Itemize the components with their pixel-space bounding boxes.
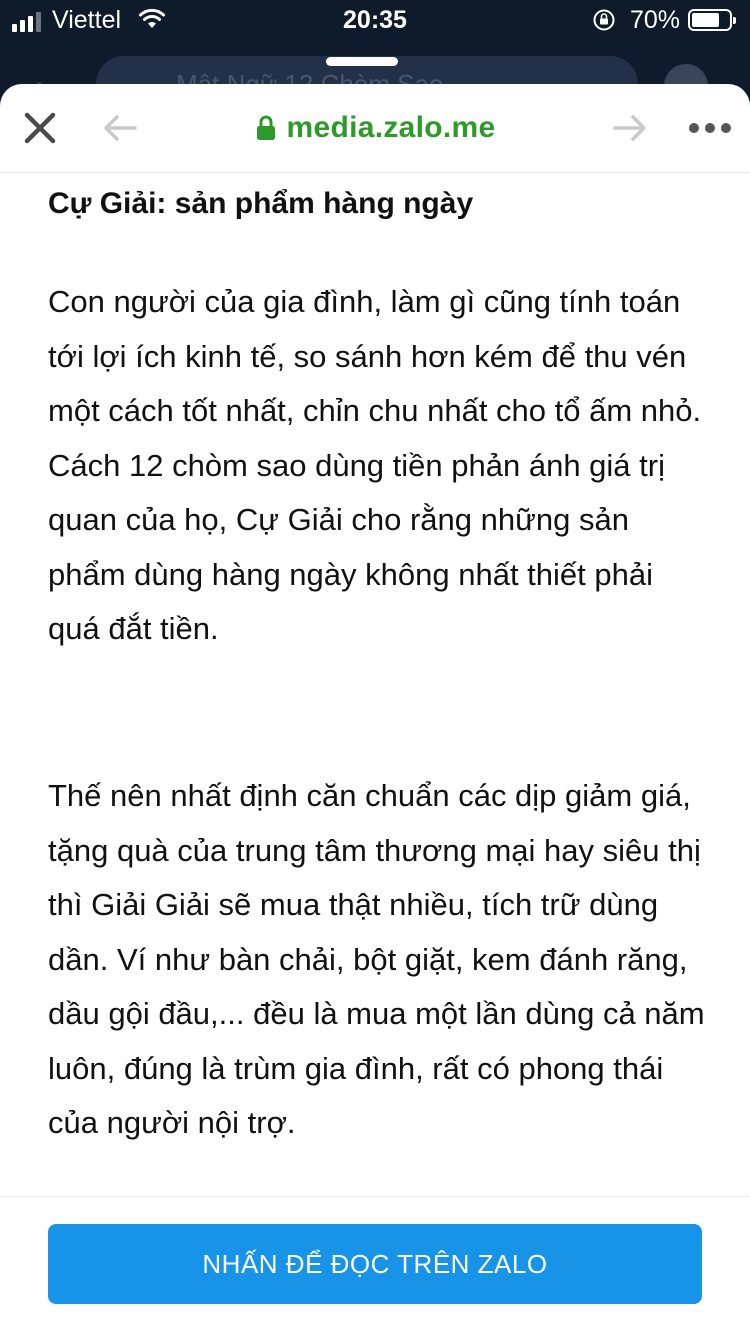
read-on-zalo-button[interactable]: NHẤN ĐỂ ĐỌC TRÊN ZALO (48, 1224, 702, 1304)
url-domain[interactable]: media.zalo.me (286, 111, 496, 144)
back-arrow-icon[interactable] (102, 114, 138, 142)
carrier-name: Viettel (52, 6, 122, 34)
forward-arrow-icon[interactable] (612, 114, 648, 142)
browser-toolbar (0, 84, 750, 173)
sheet-grabber[interactable] (326, 57, 398, 66)
browser-sheet (0, 84, 750, 1334)
bottom-action-bar (0, 1196, 750, 1334)
close-icon[interactable] (22, 110, 58, 146)
clock: 20:35 (343, 6, 407, 34)
battery-percent: 70% (630, 6, 681, 34)
article-paragraph-1: Con người của gia đình, làm gì cũng tính toán tới lợi ích kinh tế, so sánh hơn kém để thu vén một cách tốt nhất, chỉn chu nhất cho tổ ấm nhỏ. Cách 12 chòm sao dùng tiền phản ánh giá trị quan của họ, Cự Giải cho rằng những sản phẩm dùng hàng ngày không nhất thiết phải quá đắt tiền. (48, 284, 702, 646)
more-icon[interactable] (688, 122, 732, 134)
article-heading: Cự Giải: sản phẩm hàng ngày (48, 187, 474, 220)
battery-icon (688, 9, 732, 31)
article-paragraph-2: Thế nên nhất định căn chuẩn các dịp giảm giá, tặng quà của trung tâm thương mại hay siêu thị thì Giải Giải sẽ mua thật nhiều, tích trữ dùng dần. Ví như bàn chải, bột giặt, kem đánh răng, dầu gội đầu,... đều là mua một lần dùng cả năm luôn, đúng là trùm gia đình, rất có phong thái của người nội trợ. (48, 778, 705, 1140)
lock-icon (255, 114, 277, 142)
status-bar (0, 0, 750, 40)
orientation-lock-icon (592, 8, 616, 32)
